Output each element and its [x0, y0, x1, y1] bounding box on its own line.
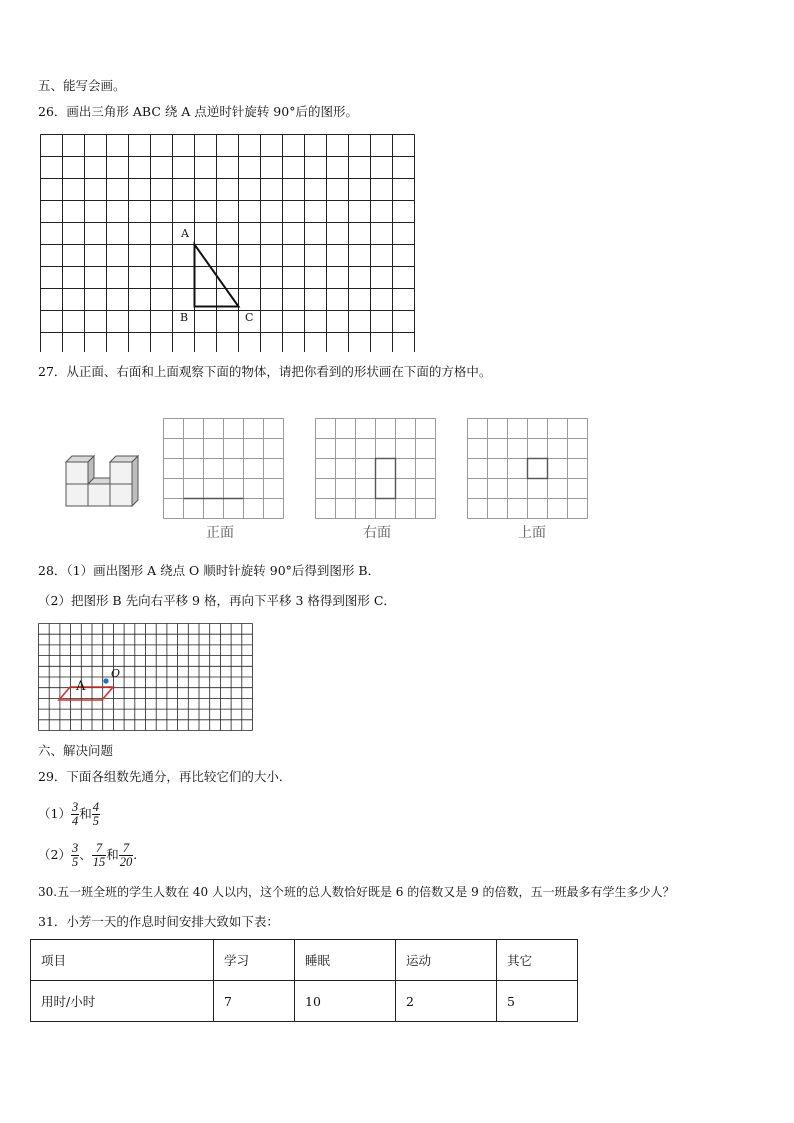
fraction-3-5 — [71, 842, 79, 869]
q29-part-1 — [38, 798, 100, 830]
fraction-7-20 — [119, 842, 134, 869]
denominator: 5 — [71, 855, 79, 869]
q26-label-c: C — [245, 311, 254, 324]
table-header-row — [31, 940, 578, 981]
fraction-3-4 — [71, 801, 79, 828]
section-6-heading: 六、解决问题 — [38, 743, 114, 758]
q27-front-view-grid — [163, 418, 287, 519]
q29-part-2 — [38, 839, 137, 871]
q27-right-view-grid — [315, 418, 439, 519]
q28-label-o: O — [111, 667, 121, 680]
q26-label-a: A — [181, 227, 189, 240]
q29-p1-conj: 和 — [79, 806, 92, 821]
numerator: 3 — [71, 841, 79, 855]
table-cell: 5 — [497, 981, 578, 1022]
q27-caption-right: 右面 — [363, 525, 391, 541]
numerator: 7 — [119, 842, 134, 856]
question-27-text: 27．从正面、右面和上面观察下面的物体，请把你看到的形状画在下面的方格中。 — [38, 364, 492, 379]
table-cell: 7 — [214, 981, 295, 1022]
denominator: 5 — [92, 814, 99, 828]
q29-p1-label: （1） — [38, 806, 71, 821]
q27-top-view-grid — [467, 418, 591, 519]
q26-label-b: B — [180, 311, 189, 324]
section-5-heading: 五、能写会画。 — [38, 78, 126, 93]
question-31-text: 31．小芳一天的作息时间安排大致如下表： — [38, 914, 279, 929]
table-cell: 2 — [396, 981, 497, 1022]
question-26-text: 26．画出三角形 ABC 绕 A 点逆时针旋转 90°后的图形。 — [38, 104, 358, 119]
point-o — [103, 678, 108, 683]
table-header-cell: 运动 — [396, 940, 497, 981]
q26-grid-figure — [40, 134, 420, 352]
q27-caption-top: 上面 — [518, 525, 546, 541]
q29-p2-label: （2） — [38, 847, 71, 862]
question-30-text: 30.五一班全班的学生人数在 40 人以内，这个班的总人数恰好既是 6 的倍数又是 9 的倍数，五一班最多有学生多少人？ — [38, 885, 675, 899]
numerator: 7 — [92, 842, 107, 856]
denominator: 20 — [119, 855, 133, 869]
q29-p2-sep: 、 — [79, 847, 92, 862]
q29-p2-conj: 和 — [106, 847, 119, 862]
table-header-cell: 项目 — [31, 940, 214, 981]
question-29-text: 29．下面各组数先通分，再比较它们的大小． — [38, 769, 292, 784]
table-header-cell: 其它 — [497, 940, 578, 981]
table-cell: 10 — [295, 981, 396, 1022]
q27-cube-object — [64, 452, 146, 512]
table-row — [31, 981, 578, 1022]
fraction-4-5 — [92, 801, 100, 828]
denominator: 4 — [71, 814, 79, 828]
table-header-cell: 睡眠 — [295, 940, 396, 981]
question-28-line-1: 28．（1）画出图形 A 绕点 O 顺时针旋转 90°后得到图形 B． — [38, 563, 381, 578]
schedule-table — [30, 939, 578, 1022]
denominator: 15 — [92, 855, 106, 869]
table-row-label: 用时/小时 — [31, 981, 214, 1022]
q28-grid-figure — [38, 623, 254, 732]
table-header-cell: 学习 — [214, 940, 295, 981]
numerator: 3 — [71, 800, 79, 814]
numerator: 4 — [92, 800, 99, 814]
fraction-7-15 — [92, 842, 107, 869]
q28-label-a: A — [76, 679, 86, 694]
q29-p2-end: . — [133, 847, 138, 862]
question-28-line-2: （2）把图形 B 先向右平移 9 格，再向下平移 3 格得到图形 C． — [38, 593, 396, 608]
q27-caption-front: 正面 — [206, 525, 234, 541]
